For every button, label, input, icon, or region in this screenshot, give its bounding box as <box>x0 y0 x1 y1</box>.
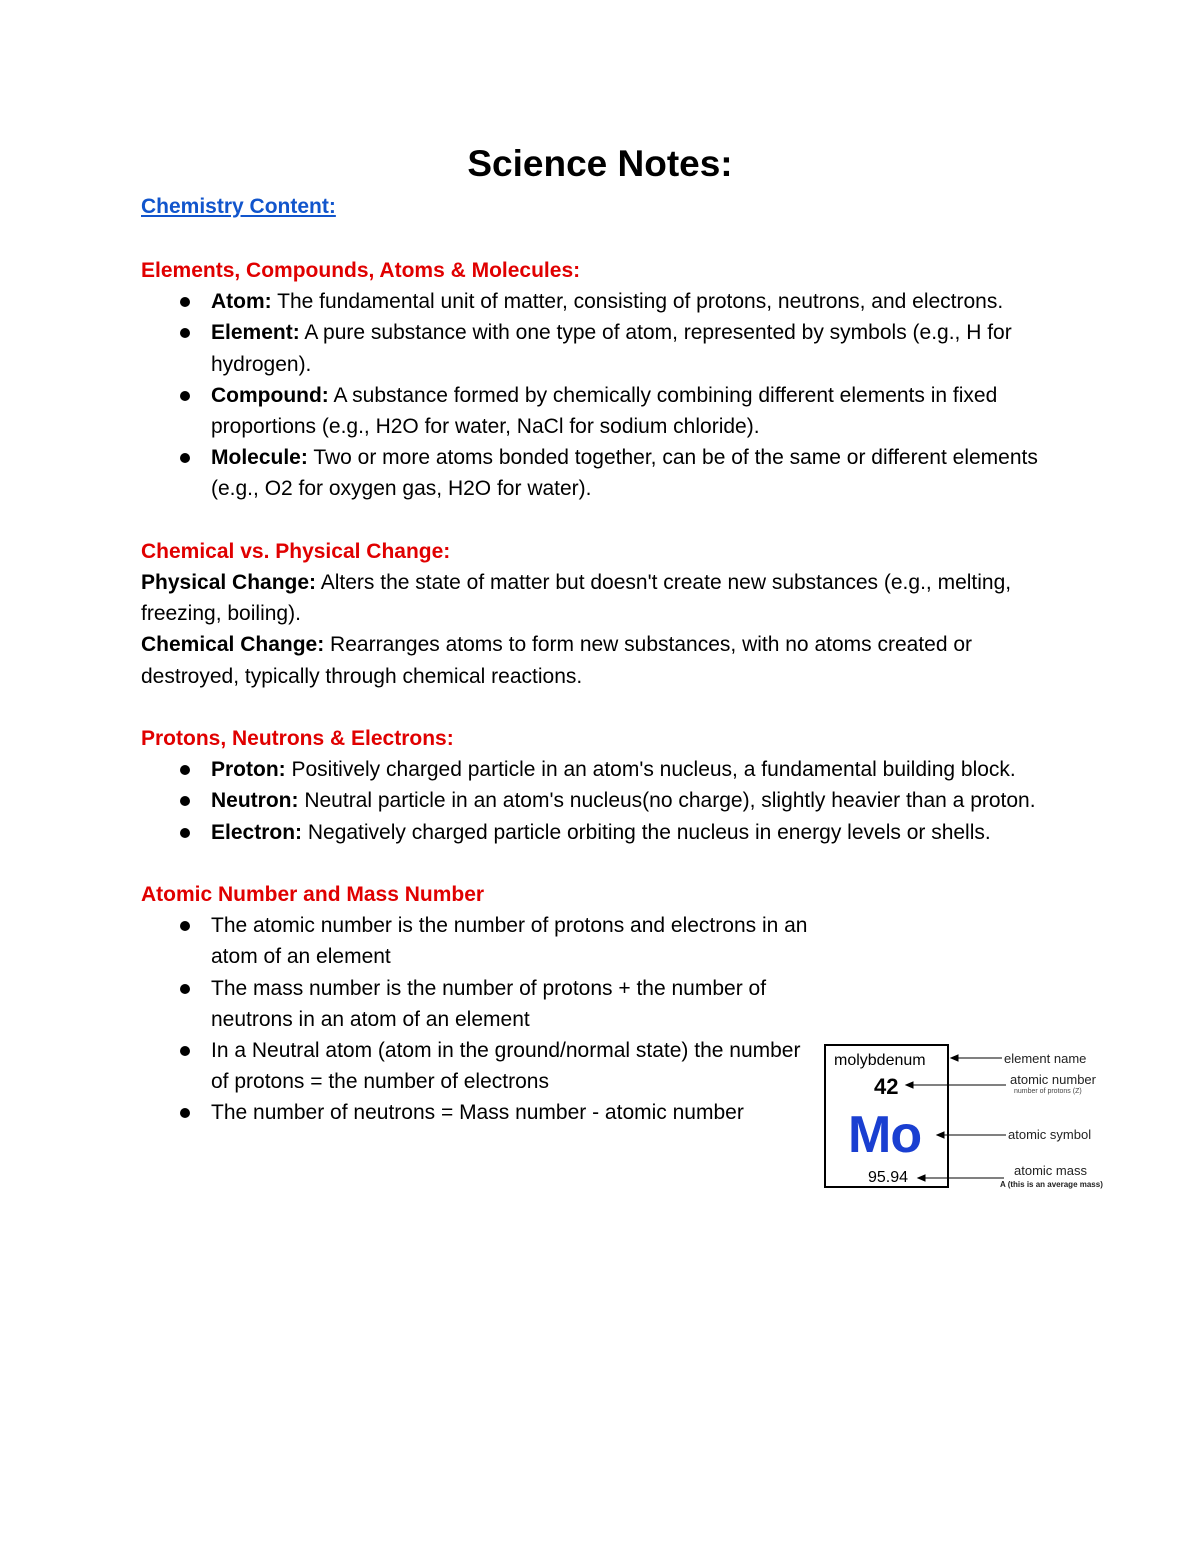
label-atomic-number-note: number of protons (Z) <box>1014 1088 1082 1095</box>
arrow-head-icon <box>918 1175 925 1181</box>
element-symbol: Mo <box>848 1106 922 1164</box>
list-item <box>141 1097 811 1128</box>
label-atomic-symbol: atomic symbol <box>1008 1127 1092 1142</box>
term-label: Compound: <box>211 383 329 407</box>
arrow-head-icon <box>951 1055 958 1061</box>
section-heading-change: Chemical vs. Physical Change: <box>141 539 451 563</box>
list-item <box>141 1035 811 1097</box>
list-item <box>141 785 1071 816</box>
term-definition: The fundamental unit of matter, consisting of protons, neutrons, and electrons. <box>271 290 1004 314</box>
element-mass: 95.94 <box>868 1169 909 1186</box>
label-atomic-number: atomic number <box>1010 1072 1096 1087</box>
element-card-diagram <box>824 1044 1124 1194</box>
element-name: molybdenum <box>834 1052 926 1069</box>
spacer <box>141 848 1071 879</box>
term-label: Chemical Change: <box>141 633 325 657</box>
section-heading-elements: Elements, Compounds, Atoms & Molecules: <box>141 259 581 282</box>
list-item-text: In a Neutral atom (atom in the ground/normal state) the number of protons = the number of electrons <box>211 1039 801 1094</box>
bullet-icon <box>180 297 190 307</box>
term-label: Molecule: <box>211 446 308 470</box>
term-label: Electron: <box>211 820 303 844</box>
term-label: Neutron: <box>211 789 299 813</box>
arrow-head-icon <box>906 1082 913 1088</box>
list-item-text: The mass number is the number of protons + the number of neutrons in an atom of an element <box>211 976 767 1031</box>
paragraph-chemical-change <box>141 629 1071 691</box>
bullet-icon <box>180 453 190 463</box>
list-item <box>141 910 811 972</box>
element-number: 42 <box>874 1074 899 1099</box>
subject-heading: Chemistry Content: <box>141 195 336 218</box>
bullet-icon <box>180 1108 190 1118</box>
term-label: Element: <box>211 321 300 345</box>
bullet-icon <box>180 391 190 401</box>
spacer <box>141 505 1071 536</box>
list-item-text: The number of neutrons = Mass number - atomic number <box>211 1101 744 1125</box>
section-heading-atomic-number: Atomic Number and Mass Number <box>141 883 485 907</box>
term-definition: Negatively charged particle orbiting the nucleus in energy levels or shells. <box>302 820 991 844</box>
term-definition: Alters the state of matter but doesn't create new substances (e.g., melting, freezing, boiling). <box>141 571 1012 626</box>
label-atomic-mass-note: A (this is an average mass) <box>1000 1180 1103 1189</box>
bullet-icon <box>180 328 190 338</box>
bullet-list-particles <box>141 754 1071 848</box>
term-label: Atom: <box>211 290 272 314</box>
list-item <box>141 317 1071 379</box>
list-item <box>141 817 1071 848</box>
notes-content <box>141 255 1071 1129</box>
page-title: Science Notes: <box>467 143 733 184</box>
list-item <box>141 442 1071 504</box>
term-definition: A pure substance with one type of atom, represented by symbols (e.g., H for hydrogen). <box>211 321 1012 376</box>
bullet-icon <box>180 828 190 838</box>
term-definition: Rearranges atoms to form new substances, with no atoms created or destroyed, typically through chemical reactions. <box>141 633 973 688</box>
term-definition: Two or more atoms bonded together, can be of the same or different elements (e.g., O2 for oxygen gas, H2O for water). <box>211 446 1038 501</box>
section-heading-particles: Protons, Neutrons & Electrons: <box>141 727 454 751</box>
bullet-icon <box>180 796 190 806</box>
list-item <box>141 754 1071 785</box>
list-item <box>141 286 1071 317</box>
term-label: Physical Change: <box>141 571 317 595</box>
term-definition: Neutral particle in an atom's nucleus(no charge), slightly heavier than a proton. <box>298 789 1036 813</box>
list-item <box>141 380 1071 442</box>
bullet-list-elements <box>141 286 1071 504</box>
bullet-icon <box>180 921 190 931</box>
term-definition: A substance formed by chemically combining different elements in fixed proportions (e.g., H2O for water, NaCl for sodium chloride). <box>211 383 998 439</box>
label-element-name: element name <box>1004 1051 1087 1066</box>
spacer <box>141 692 1071 723</box>
paragraph-physical-change <box>141 567 1071 629</box>
label-atomic-mass: atomic mass <box>1014 1163 1087 1178</box>
bullet-icon <box>180 984 190 994</box>
term-definition: Positively charged particle in an atom's nucleus, a fundamental building block. <box>285 758 1016 782</box>
bullet-icon <box>180 1046 190 1056</box>
list-item-text: The atomic number is the number of protons and electrons in an atom of an element <box>211 914 808 969</box>
bullet-icon <box>180 765 190 775</box>
term-label: Proton: <box>211 758 286 782</box>
list-item <box>141 973 811 1035</box>
arrow-head-icon <box>937 1132 944 1138</box>
